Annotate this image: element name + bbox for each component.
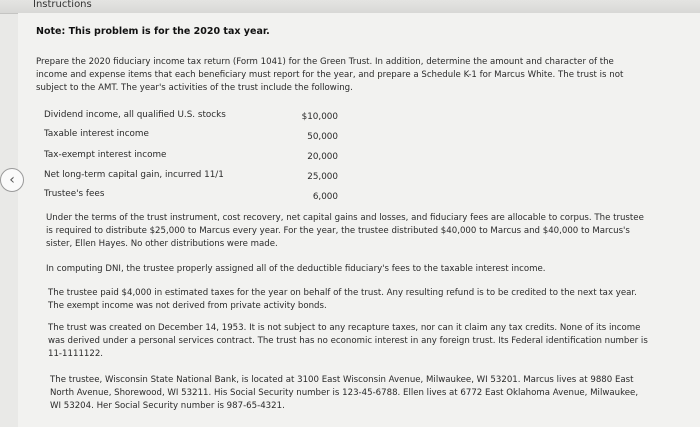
terms-line: Under the terms of the trust instrument, cost recovery, net capital gains and losses, and fiduciary fees are allocable to corpus. The trustee: [46, 213, 644, 223]
intro-line: Prepare the 2020 fiduciary income tax return (Form 1041) for the Green Trust. In addition, determine the amount and character of the: [36, 57, 614, 67]
terms-line: is required to distribute $25,000 to Marcus every year. For the year, the trustee distributed $40,000 to Marcus and $40,000 to Marcus's: [46, 226, 630, 236]
activity-label: Dividend income, all qualified U.S. stocks: [44, 110, 226, 120]
activity-label: Trustee's fees: [44, 189, 105, 199]
activity-value: 50,000: [307, 132, 338, 142]
trustee-line: WI 53204. Her Social Security number is 987-65-4321.: [50, 401, 285, 411]
dni-line: In computing DNI, the trustee properly assigned all of the deductible fiduciary's fees to the taxable interest income.: [46, 264, 546, 274]
chevron-left-icon: ‹: [9, 172, 15, 188]
intro-line: subject to the AMT. The year's activities of the trust include the following.: [36, 83, 353, 93]
trust-created-paragraph: [48, 322, 648, 361]
dni-paragraph: [46, 263, 546, 276]
note-heading: Note: This problem is for the 2020 tax year.: [36, 26, 270, 37]
tab-strip: [0, 0, 700, 14]
activity-label: Tax-exempt interest income: [44, 150, 167, 160]
created-line: 11-1111122.: [48, 349, 104, 359]
intro-paragraph: [36, 56, 623, 95]
trustee-paragraph: [50, 374, 638, 413]
estimated-line: The exempt income was not derived from private activity bonds.: [48, 301, 327, 311]
back-button[interactable]: [0, 168, 24, 192]
created-line: The trust was created on December 14, 1953. It is not subject to any recapture taxes, nor can it claim any tax credits. None of its income: [48, 323, 641, 333]
tab-title[interactable]: Instructions: [33, 0, 92, 10]
activity-value: 20,000: [307, 152, 338, 162]
created-line: was derived under a personal services contract. The trust has no economic interest in any foreign trust. Its Federal identification number is: [48, 336, 648, 346]
activity-value: 25,000: [307, 172, 338, 182]
terms-line: sister, Ellen Hayes. No other distributions were made.: [46, 239, 278, 249]
terms-paragraph: [46, 212, 644, 251]
activity-value: 6,000: [312, 192, 338, 202]
trustee-line: The trustee, Wisconsin State National Bank, is located at 3100 East Wisconsin Avenue, Milwaukee, WI 53201. Marcus lives at 9880 East: [50, 375, 634, 385]
trustee-line: North Avenue, Shorewood, WI 53211. His Social Security number is 123-45-6788. Ellen lives at 6772 East Oklahoma Avenue, Milwaukee,: [50, 388, 639, 398]
activity-label: Taxable interest income: [44, 129, 149, 139]
activity-value: $10,000: [301, 112, 338, 122]
estimated-tax-paragraph: [48, 287, 637, 313]
intro-line: income and expense items that each beneficiary must report for the year, and prepare a Schedule K-1 for Marcus White. The trust is not: [36, 70, 624, 80]
estimated-line: The trustee paid $4,000 in estimated taxes for the year on behalf of the trust. Any resulting refund is to be credited to the next tax year.: [48, 288, 637, 298]
activity-label: Net long-term capital gain, incurred 11/1: [44, 170, 224, 180]
